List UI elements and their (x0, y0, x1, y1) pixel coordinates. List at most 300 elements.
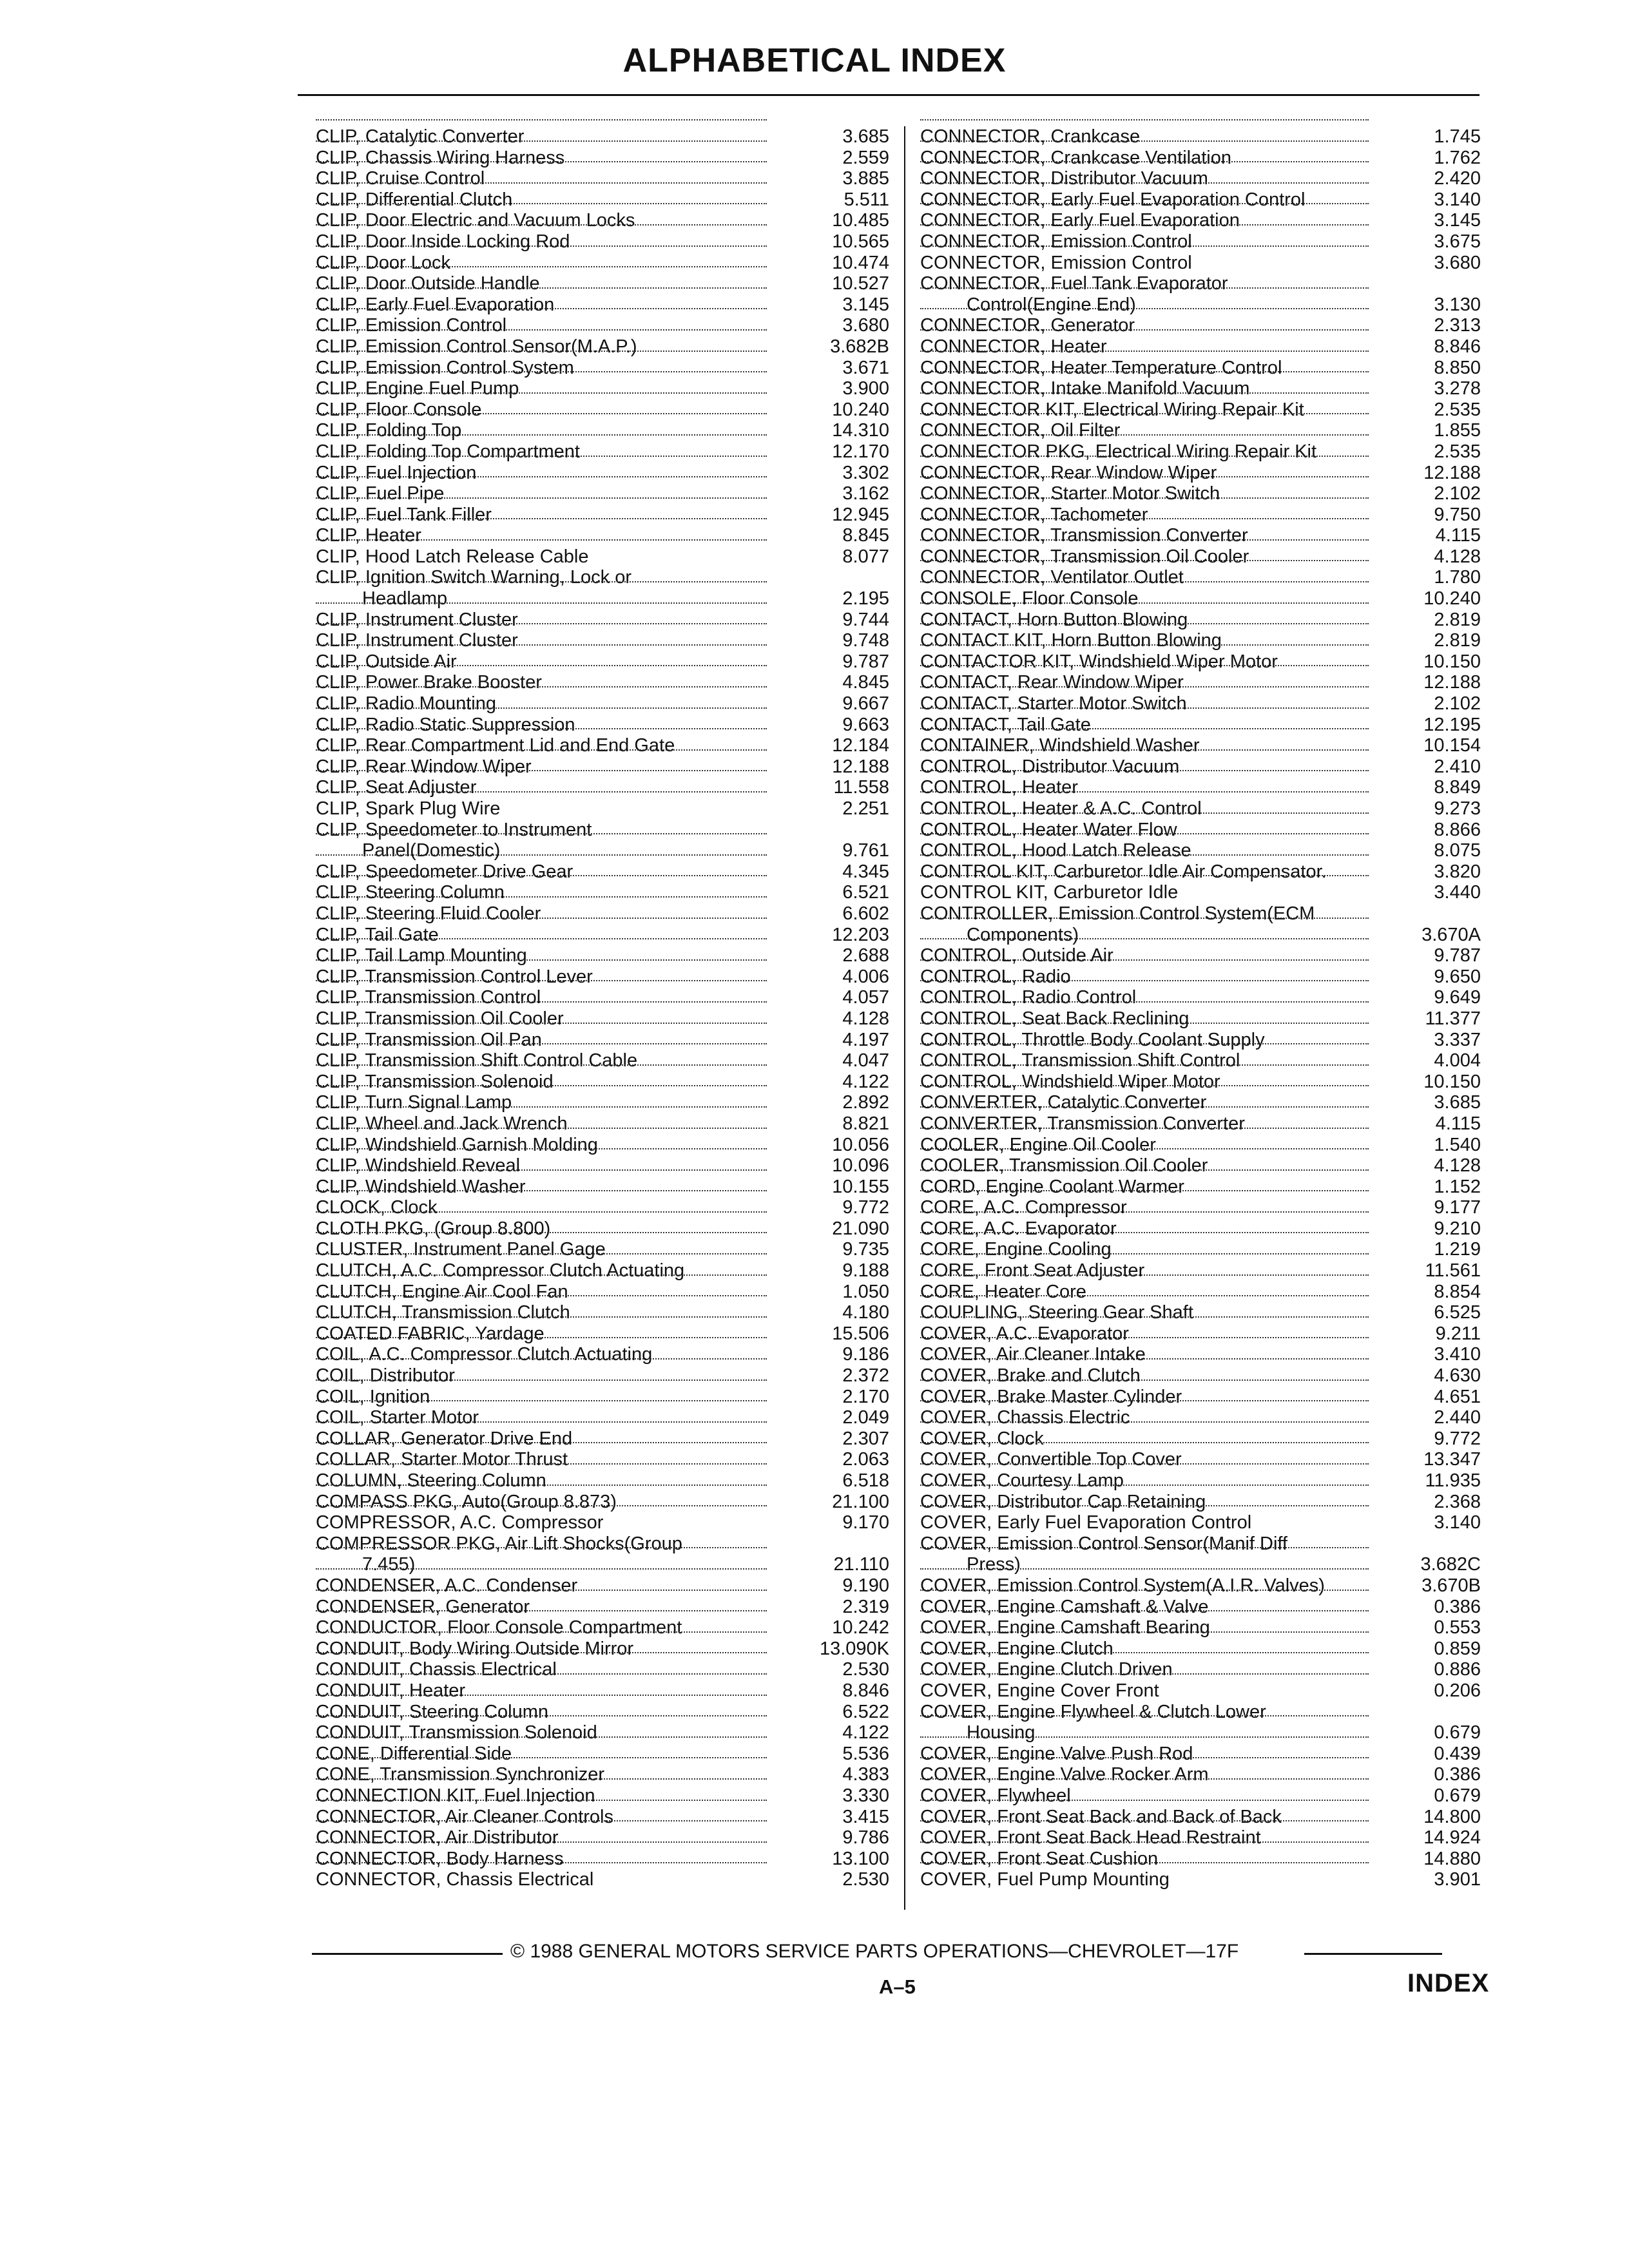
entry-name: CONNECTOR, Emission Control (920, 253, 1197, 274)
entry-reference: 10.056 (832, 1134, 889, 1155)
entry-reference: 3.140 (1434, 189, 1481, 210)
entry-name: CONTACT, Rear Window Wiper (920, 672, 1189, 693)
entry-name: Headlamp (362, 588, 452, 610)
entry-name: CONVERTER, Transmission Converter (920, 1113, 1250, 1135)
entry-reference: 12.203 (832, 924, 889, 945)
entry-name: COVER, Engine Valve Push Rod (920, 1744, 1198, 1765)
index-entry (920, 1282, 1481, 1303)
entry-reference: 10.150 (1423, 1071, 1481, 1092)
index-entry (920, 525, 1481, 546)
section-tag: INDEX (1407, 1969, 1490, 1997)
entry-reference: 9.748 (842, 630, 889, 651)
entry-name: CLIP, Door Outside Handle (316, 273, 545, 294)
entry-name: CLIP, Cruise Control (316, 168, 490, 189)
entry-reference: 10.565 (832, 231, 889, 252)
entry-name: CLUTCH, Transmission Clutch (316, 1302, 575, 1323)
entry-reference: 10.242 (832, 1617, 889, 1639)
entry-reference: 1.745 (1434, 126, 1481, 147)
entry-reference: 0.886 (1434, 1659, 1481, 1680)
entry-reference: 8.075 (1434, 840, 1481, 861)
entry-name: COVER, Brake Master Cylinder (920, 1387, 1187, 1408)
index-entry (920, 441, 1481, 463)
entry-reference: 9.649 (1434, 987, 1481, 1008)
entry-name: CLIP, Folding Top (316, 420, 467, 441)
index-entry (920, 1260, 1481, 1282)
entry-name: CONNECTOR KIT, Electrical Wiring Repair Kit (920, 399, 1309, 421)
entry-reference: 12.170 (832, 441, 889, 462)
entry-name: COOLER, Transmission Oil Cooler (920, 1155, 1213, 1177)
entry-name: COVER, A.C. Evaporator (920, 1323, 1134, 1345)
entry-reference: 4.197 (842, 1029, 889, 1050)
index-entry (316, 525, 889, 546)
entry-reference: 11.561 (1425, 1260, 1481, 1282)
entry-name: COVER, Early Fuel Evaporation Control (920, 1512, 1257, 1533)
entry-reference: 8.849 (1434, 777, 1481, 798)
entry-reference: 1.855 (1434, 420, 1481, 441)
entry-reference: 11.377 (1425, 1008, 1481, 1029)
entry-name: CONNECTOR, Fuel Tank Evaporator (920, 273, 1233, 294)
entry-name: CONTROL, Heater & A.C. Control (920, 798, 1207, 820)
index-entry (920, 1092, 1481, 1113)
entry-name: Press) (967, 1554, 1026, 1575)
entry-reference: 2.819 (1434, 609, 1481, 630)
entry-name: CLIP, Folding Top Compartment (316, 441, 585, 463)
entry-reference: 3.330 (842, 1785, 889, 1806)
index-entry (920, 1575, 1481, 1597)
entry-name: CONNECTOR, Early Fuel Evaporation (920, 210, 1245, 231)
entry-name: CLIP, Rear Window Wiper (316, 756, 537, 778)
index-entry (316, 610, 889, 631)
entry-name: CONNECTOR PKG, Electrical Wiring Repair Kit (920, 441, 1322, 463)
index-entry (316, 1302, 889, 1323)
entry-name: CONVERTER, Catalytic Converter (920, 1092, 1211, 1113)
entry-name: COVER, Engine Clutch Driven (920, 1659, 1178, 1680)
entry-name: COVER, Flywheel (920, 1785, 1076, 1807)
entry-name: COVER, Convertible Top Cover (920, 1449, 1187, 1470)
index-entry (920, 1470, 1481, 1492)
entry-name: CLIP, Emission Control (316, 315, 512, 336)
entry-name: CONTROL KIT, Carburetor Idle Air Compensator. (920, 861, 1332, 883)
entry-name: CLIP, Radio Static Suppression (316, 715, 580, 736)
index-entry (316, 756, 889, 778)
entry-reference: 9.177 (1434, 1197, 1481, 1218)
index-entry (920, 756, 1481, 778)
entry-reference: 3.337 (1434, 1029, 1481, 1050)
entry-reference: 1.050 (842, 1281, 889, 1302)
entry-reference: 2.063 (842, 1449, 889, 1470)
index-entry (920, 1177, 1481, 1198)
entry-reference: 6.522 (842, 1701, 889, 1722)
index-entry (920, 231, 1481, 253)
entry-reference: 9.211 (1435, 1323, 1481, 1344)
index-entry (316, 441, 889, 463)
entry-name: CLUSTER, Instrument Panel Gage (316, 1239, 611, 1260)
entry-name: COVER, Front Seat Cushion (920, 1849, 1163, 1870)
entry-name: CONNECTOR, Heater (920, 336, 1112, 358)
index-entry (316, 651, 889, 673)
index-entry (920, 1155, 1481, 1177)
entry-reference: 13.100 (832, 1848, 889, 1869)
entry-name: CLIP, Transmission Oil Cooler (316, 1008, 569, 1030)
entry-reference: 12.945 (832, 504, 889, 525)
index-entry (920, 294, 1481, 316)
entry-name: COVER, Chassis Electric (920, 1407, 1135, 1428)
index-entry (920, 399, 1481, 421)
entry-reference: 8.077 (842, 546, 889, 567)
index-entry (316, 1470, 889, 1492)
entry-reference: 0.679 (1434, 1785, 1481, 1806)
index-entry (920, 861, 1481, 883)
entry-reference: 1.762 (1434, 147, 1481, 168)
index-entry (920, 505, 1481, 526)
index-entry (316, 336, 889, 358)
entry-reference: 0.679 (1434, 1722, 1481, 1744)
index-entry (316, 399, 889, 421)
entry-name: CONNECTOR, Starter Motor Switch (920, 483, 1225, 505)
entry-name: CLIP, Rear Compartment Lid and End Gate (316, 735, 680, 756)
entry-name: CLIP, Ignition Switch Warning, Lock or (316, 567, 637, 588)
entry-reference: 10.154 (1423, 735, 1481, 756)
entry-name: COIL, Distributor (316, 1365, 460, 1387)
entry-reference: 8.866 (1434, 819, 1481, 840)
entry-reference: 4.128 (1434, 546, 1481, 567)
entry-reference: 9.735 (842, 1239, 889, 1260)
entry-reference: 9.761 (842, 840, 889, 861)
entry-name: COVER, Engine Flywheel & Clutch Lower (920, 1702, 1271, 1723)
index-entry (920, 987, 1481, 1008)
index-entry (920, 1659, 1481, 1680)
index-entry (920, 1323, 1481, 1345)
entry-name: CONNECTOR, Oil Filter (920, 420, 1125, 441)
entry-reference: 3.685 (1434, 1092, 1481, 1113)
index-entry (920, 210, 1481, 231)
entry-reference: 2.251 (842, 798, 889, 819)
entry-name: Panel(Domestic) (362, 840, 505, 861)
entry-reference: 2.535 (1434, 399, 1481, 420)
index-entry (316, 1659, 889, 1680)
entry-name: CONDUCTOR, Floor Console Compartment (316, 1617, 687, 1639)
entry-reference: 9.210 (1434, 1218, 1481, 1239)
entry-reference: 3.682B (830, 336, 889, 357)
index-entry (316, 294, 889, 316)
entry-name: CONTROLLER, Emission Control System(ECM (920, 903, 1320, 925)
index-entry (920, 168, 1481, 189)
entry-name: CLIP, Speedometer Drive Gear (316, 861, 578, 883)
entry-name: CONTROL KIT, Carburetor Idle (920, 882, 1183, 903)
entry-name: CLIP, Hood Latch Release Cable (316, 546, 593, 568)
index-entry (920, 1512, 1481, 1533)
index-entry (920, 1597, 1481, 1618)
entry-reference: 2.319 (842, 1596, 889, 1617)
entry-name: CONE, Transmission Synchronizer (316, 1764, 610, 1785)
index-entry (316, 1113, 889, 1135)
entry-name: COATED FABRIC, Yardage (316, 1323, 550, 1345)
index-entry (920, 610, 1481, 631)
entry-name: CLIP, Spark Plug Wire (316, 798, 505, 820)
footer-copyright: © 1988 GENERAL MOTORS SERVICE PARTS OPERATIONS—CHEVROLET—17F (510, 1941, 1239, 1962)
index-entry (920, 1113, 1481, 1135)
entry-name: CONTROL, Outside Air (920, 945, 1119, 966)
index-entry (920, 336, 1481, 358)
entry-reference: 2.102 (1434, 483, 1481, 505)
entry-reference: 9.772 (1434, 1428, 1481, 1449)
entry-name: CONNECTOR, Ventilator Outlet (920, 567, 1189, 588)
entry-reference: 8.850 (1434, 357, 1481, 378)
entry-name: CLUTCH, Engine Air Cool Fan (316, 1282, 574, 1303)
entry-name: CONTACT, Starter Motor Switch (920, 693, 1192, 715)
index-entry (920, 1072, 1481, 1093)
entry-reference: 2.819 (1434, 630, 1481, 651)
entry-name: CLIP, Chassis Wiring Harness (316, 148, 570, 169)
entry-name: CLIP, Early Fuel Evaporation (316, 294, 559, 316)
entry-reference: 9.787 (842, 651, 889, 672)
entry-reference: 4.345 (842, 861, 889, 882)
index-entry (316, 1092, 889, 1113)
index-entry (316, 1702, 889, 1723)
entry-reference: 3.162 (842, 483, 889, 505)
entry-reference: 4.383 (842, 1764, 889, 1785)
entry-name: COUPLING, Steering Gear Shaft (920, 1302, 1199, 1323)
entry-reference: 8.846 (1434, 336, 1481, 357)
entry-reference: 2.049 (842, 1407, 889, 1428)
entry-name: COVER, Emission Control System(A.I.R. Valves) (920, 1575, 1330, 1597)
entry-name: CONDUIT, Chassis Electrical (316, 1659, 562, 1680)
entry-name: CLIP, Emission Control System (316, 358, 579, 379)
entry-name: COVER, Clock (920, 1428, 1049, 1450)
entry-name: CORE, Heater Core (920, 1282, 1092, 1303)
entry-reference: 4.630 (1434, 1365, 1481, 1387)
entry-name: CONNECTOR, Air Distributor (316, 1827, 564, 1849)
entry-name: CLIP, Transmission Oil Pan (316, 1030, 547, 1051)
entry-reference: 3.440 (1434, 882, 1481, 903)
index-entry (920, 1744, 1481, 1765)
entry-name: CLUTCH, A.C. Compressor Clutch Actuating (316, 1260, 689, 1282)
entry-name: COVER, Engine Clutch (920, 1639, 1119, 1660)
index-entry (316, 1554, 889, 1575)
entry-name: COVER, Engine Cover Front (920, 1680, 1164, 1702)
index-entry (316, 1365, 889, 1387)
entry-reference: 12.195 (1423, 714, 1481, 735)
index-entry (316, 1827, 889, 1849)
index-column-left (316, 126, 889, 1890)
entry-name: CONNECTOR, Heater Temperature Control (920, 358, 1287, 379)
index-entry (316, 1407, 889, 1428)
index-entry (920, 315, 1481, 336)
entry-reference: 14.924 (1423, 1827, 1481, 1849)
entry-name: CLIP, Fuel Injection (316, 463, 481, 484)
entry-name: CLIP, Seat Adjuster (316, 777, 481, 798)
entry-name: COIL, Starter Motor (316, 1407, 484, 1428)
index-entry (316, 798, 889, 820)
entry-reference: 3.680 (1434, 252, 1481, 273)
entry-name: COMPRESSOR PKG, Air Lift Shocks(Group (316, 1533, 688, 1555)
entry-reference: 4.115 (1435, 525, 1481, 546)
index-entry (316, 945, 889, 966)
index-entry (920, 1050, 1481, 1072)
index-entry (316, 378, 889, 399)
entry-name: COVER, Engine Camshaft Bearing (920, 1617, 1215, 1639)
index-entry (316, 273, 889, 294)
entry-name: CLIP, Radio Mounting (316, 693, 501, 715)
index-entry (920, 1827, 1481, 1849)
footer-rule-right (1304, 1953, 1442, 1955)
index-entry (920, 189, 1481, 211)
entry-name: CONDENSER, A.C. Condenser (316, 1575, 583, 1597)
index-entry (316, 1344, 889, 1365)
entry-name: CLIP, Turn Signal Lamp (316, 1092, 517, 1113)
entry-name: CORE, A.C. Compressor (920, 1197, 1132, 1218)
index-entry (920, 1807, 1481, 1828)
entry-name: COMPRESSOR, A.C. Compressor (316, 1512, 608, 1533)
entry-reference: 4.047 (842, 1050, 889, 1072)
index-entry (316, 1744, 889, 1765)
entry-reference: 4.122 (842, 1722, 889, 1744)
entry-name: CONTACT, Tail Gate (920, 715, 1096, 736)
entry-reference: 2.102 (1434, 693, 1481, 715)
index-entry (316, 735, 889, 756)
entry-reference: 9.650 (1434, 966, 1481, 987)
entry-reference: 13.090K (819, 1638, 889, 1659)
entry-reference: 10.150 (1423, 651, 1481, 672)
entry-reference: 3.682C (1420, 1554, 1481, 1575)
index-column-right (920, 126, 1481, 1890)
entry-name: COLLAR, Starter Motor Thrust (316, 1449, 573, 1470)
entry-reference: 3.278 (1434, 378, 1481, 399)
index-entry (920, 777, 1481, 798)
entry-name: CLIP, Outside Air (316, 651, 462, 673)
entry-name: CLOTH PKG, (Group 8.800) (316, 1218, 555, 1240)
entry-name: CONNECTOR, Chassis Electrical (316, 1869, 599, 1890)
entry-reference: 3.680 (842, 315, 889, 336)
index-entry (316, 315, 889, 336)
index-entry (316, 1639, 889, 1660)
entry-name: CORE, Front Seat Adjuster (920, 1260, 1150, 1282)
entry-name: CONTACT KIT, Horn Button Blowing (920, 630, 1227, 651)
entry-reference: 1.152 (1434, 1176, 1481, 1197)
entry-name: CONNECTOR, Transmission Converter (920, 525, 1253, 546)
index-entry (316, 1785, 889, 1807)
index-entry (920, 1387, 1481, 1408)
entry-name: CLIP, Steering Column (316, 882, 510, 903)
entry-reference: 3.145 (1434, 210, 1481, 231)
index-entry (920, 463, 1481, 484)
entry-name: COOLER, Engine Oil Cooler (920, 1135, 1161, 1156)
index-entry (316, 1428, 889, 1450)
entry-reference: 4.122 (842, 1071, 889, 1092)
index-entry (920, 126, 1481, 148)
entry-name: COVER, Air Cleaner Intake (920, 1344, 1151, 1365)
index-entry (920, 693, 1481, 715)
entry-reference: 8.846 (842, 1680, 889, 1701)
index-entry (316, 820, 889, 841)
entry-reference: 9.663 (842, 714, 889, 735)
page-number: A–5 (879, 1975, 916, 1998)
index-entry (316, 253, 889, 274)
entry-name: CONTACT, Horn Button Blowing (920, 610, 1193, 631)
entry-name: CONNECTOR, Body Harness (316, 1849, 569, 1870)
entry-name: CLIP, Door Inside Locking Rod (316, 231, 575, 253)
index-entry (920, 567, 1481, 588)
entry-reference: 6.525 (1434, 1302, 1481, 1323)
entry-name: CLOCK, Clock (316, 1197, 443, 1218)
index-entry (920, 483, 1481, 505)
entry-reference: 2.410 (1434, 756, 1481, 777)
index-entry (316, 630, 889, 651)
entry-name: CONDUIT, Body Wiring Outside Mirror (316, 1639, 639, 1660)
index-entry (920, 1849, 1481, 1870)
entry-reference: 9.190 (842, 1575, 889, 1596)
index-entry (316, 1680, 889, 1702)
index-entry (920, 1702, 1481, 1723)
entry-reference: 21.100 (832, 1491, 889, 1512)
entry-name: CONNECTOR, Tachometer (920, 505, 1153, 526)
entry-name: CONDENSER, Generator (316, 1597, 535, 1618)
index-entry (316, 1197, 889, 1218)
entry-name: CLIP, Catalytic Converter (316, 126, 529, 148)
entry-reference: 2.170 (842, 1386, 889, 1407)
entry-reference: 3.685 (842, 126, 889, 147)
entry-name: COVER, Front Seat Back Head Restraint (920, 1827, 1266, 1849)
entry-reference: 2.892 (842, 1092, 889, 1113)
index-entry (316, 1722, 889, 1744)
index-entry (920, 1680, 1481, 1702)
index-entry (920, 1617, 1481, 1639)
entry-reference: 2.368 (1434, 1491, 1481, 1512)
entry-reference: 2.307 (842, 1428, 889, 1449)
index-entry (920, 925, 1481, 946)
entry-reference: 6.521 (842, 882, 889, 903)
entry-name: CONTACTOR KIT, Windshield Wiper Motor (920, 651, 1283, 673)
entry-name: CONNECTOR, Intake Manifold Vacuum (920, 378, 1255, 399)
entry-reference: 2.559 (842, 147, 889, 168)
entry-name: CONE, Differential Side (316, 1744, 517, 1765)
entry-reference: 6.602 (842, 903, 889, 924)
entry-reference: 9.186 (842, 1344, 889, 1365)
entry-name: CONNECTOR, Rear Window Wiper (920, 463, 1222, 484)
index-entry (920, 630, 1481, 651)
entry-reference: 4.057 (842, 987, 889, 1008)
entry-name: CONNECTOR, Early Fuel Evaporation Control (920, 189, 1310, 211)
entry-reference: 3.410 (1434, 1344, 1481, 1365)
entry-reference: 2.440 (1434, 1407, 1481, 1428)
entry-reference: 0.386 (1434, 1596, 1481, 1617)
index-entry (920, 798, 1481, 820)
index-entry (316, 672, 889, 693)
index-entry (316, 231, 889, 253)
index-entry (316, 1260, 889, 1282)
index-entry (316, 567, 889, 588)
index-entry (316, 1135, 889, 1156)
index-entry (920, 1785, 1481, 1807)
entry-name: CLIP, Transmission Solenoid (316, 1072, 559, 1093)
index-entry (316, 1008, 889, 1030)
entry-reference: 10.240 (1423, 588, 1481, 610)
index-entry (920, 1492, 1481, 1513)
entry-name: CLIP, Windshield Washer (316, 1177, 531, 1198)
entry-reference: 9.786 (842, 1827, 889, 1849)
index-entry (316, 148, 889, 169)
entry-name: COVER, Engine Camshaft & Valve (920, 1597, 1214, 1618)
entry-name: CLIP, Floor Console (316, 399, 487, 421)
entry-name: COVER, Engine Valve Rocker Arm (920, 1764, 1214, 1785)
entry-reference: 3.140 (1434, 1512, 1481, 1533)
index-entry (316, 693, 889, 715)
index-entry (920, 358, 1481, 379)
entry-reference: 4.651 (1434, 1386, 1481, 1407)
index-entry (316, 1218, 889, 1240)
entry-reference: 2.688 (842, 945, 889, 966)
index-entry (316, 1533, 889, 1555)
